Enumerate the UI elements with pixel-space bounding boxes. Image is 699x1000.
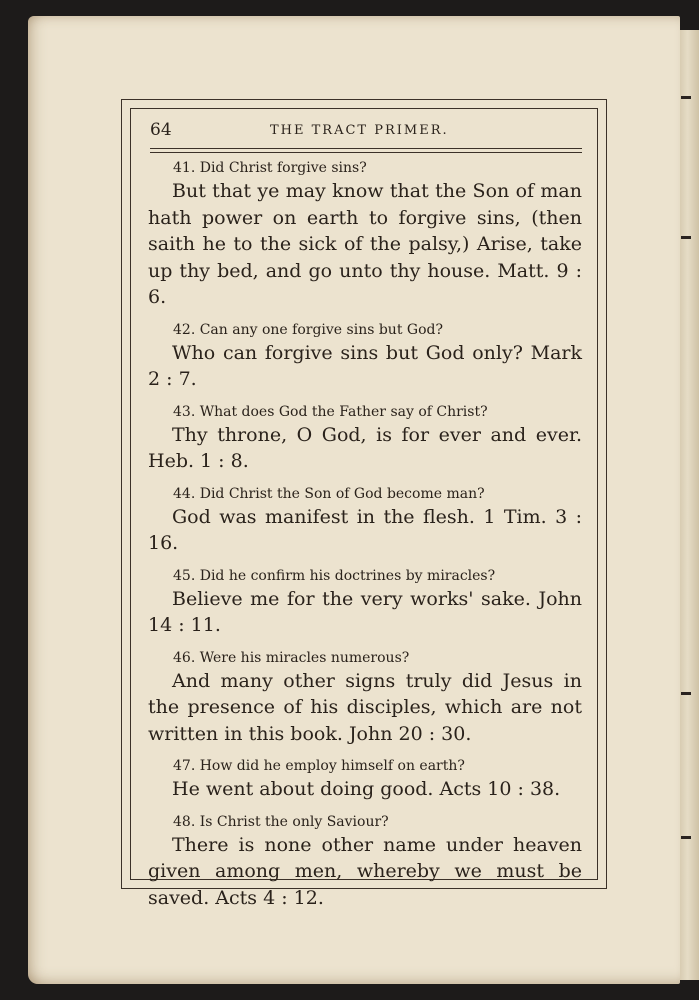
edge-mark (681, 836, 691, 839)
question: 46. Were his miracles numerous? (173, 649, 410, 666)
running-title: THE TRACT PRIMER. (270, 123, 449, 138)
answer: Believe me for the very works' sake. John 14 : 11. (148, 587, 582, 636)
page-header (150, 116, 580, 146)
answer: Who can forgive sins but God only? Mark 2 : 7. (148, 341, 582, 390)
edge-mark (681, 692, 691, 695)
header-rule (150, 152, 582, 153)
page-edge (680, 30, 699, 980)
qa-item (148, 402, 582, 475)
qa-item (148, 566, 582, 639)
question: 43. What does God the Father say of Christ? (173, 403, 488, 420)
answer: And many other signs truly did Jesus in the presence of his disciples, which are not written in this book. John 20 : 30. (148, 669, 582, 745)
header-rule (150, 148, 582, 149)
question: 44. Did Christ the Son of God become man? (173, 485, 485, 502)
qa-item (148, 158, 582, 311)
question: 42. Can any one forgive sins but God? (173, 321, 443, 338)
qa-item (148, 812, 582, 912)
qa-item (148, 484, 582, 557)
edge-mark (681, 236, 691, 239)
question: 41. Did Christ forgive sins? (173, 160, 367, 176)
answer: But that ye may know that the Son of man hath power on earth to forgive sins, (then saith he to the sick of the palsy,) Arise, take up thy bed, and go unto thy house. Matt. 9 : 6. (148, 180, 582, 308)
answer: There is none other name under heaven given among men, whereby we must be saved. Acts 4 : 12. (148, 833, 582, 909)
page-number: 64 (150, 120, 172, 140)
answer: God was manifest in the flesh. 1 Tim. 3 : 16. (148, 505, 582, 554)
question: 45. Did he confirm his doctrines by miracles? (173, 567, 496, 584)
question: 48. Is Christ the only Saviour? (173, 813, 389, 830)
question: 47. How did he employ himself on earth? (173, 758, 465, 774)
qa-item (148, 648, 582, 748)
qa-item (148, 756, 582, 803)
answer: He went about doing good. Acts 10 : 38. (172, 778, 561, 800)
qa-list (148, 158, 582, 920)
answer: Thy throne, O God, is for ever and ever. Heb. 1 : 8. (148, 423, 582, 472)
qa-item (148, 320, 582, 393)
edge-mark (681, 96, 691, 99)
